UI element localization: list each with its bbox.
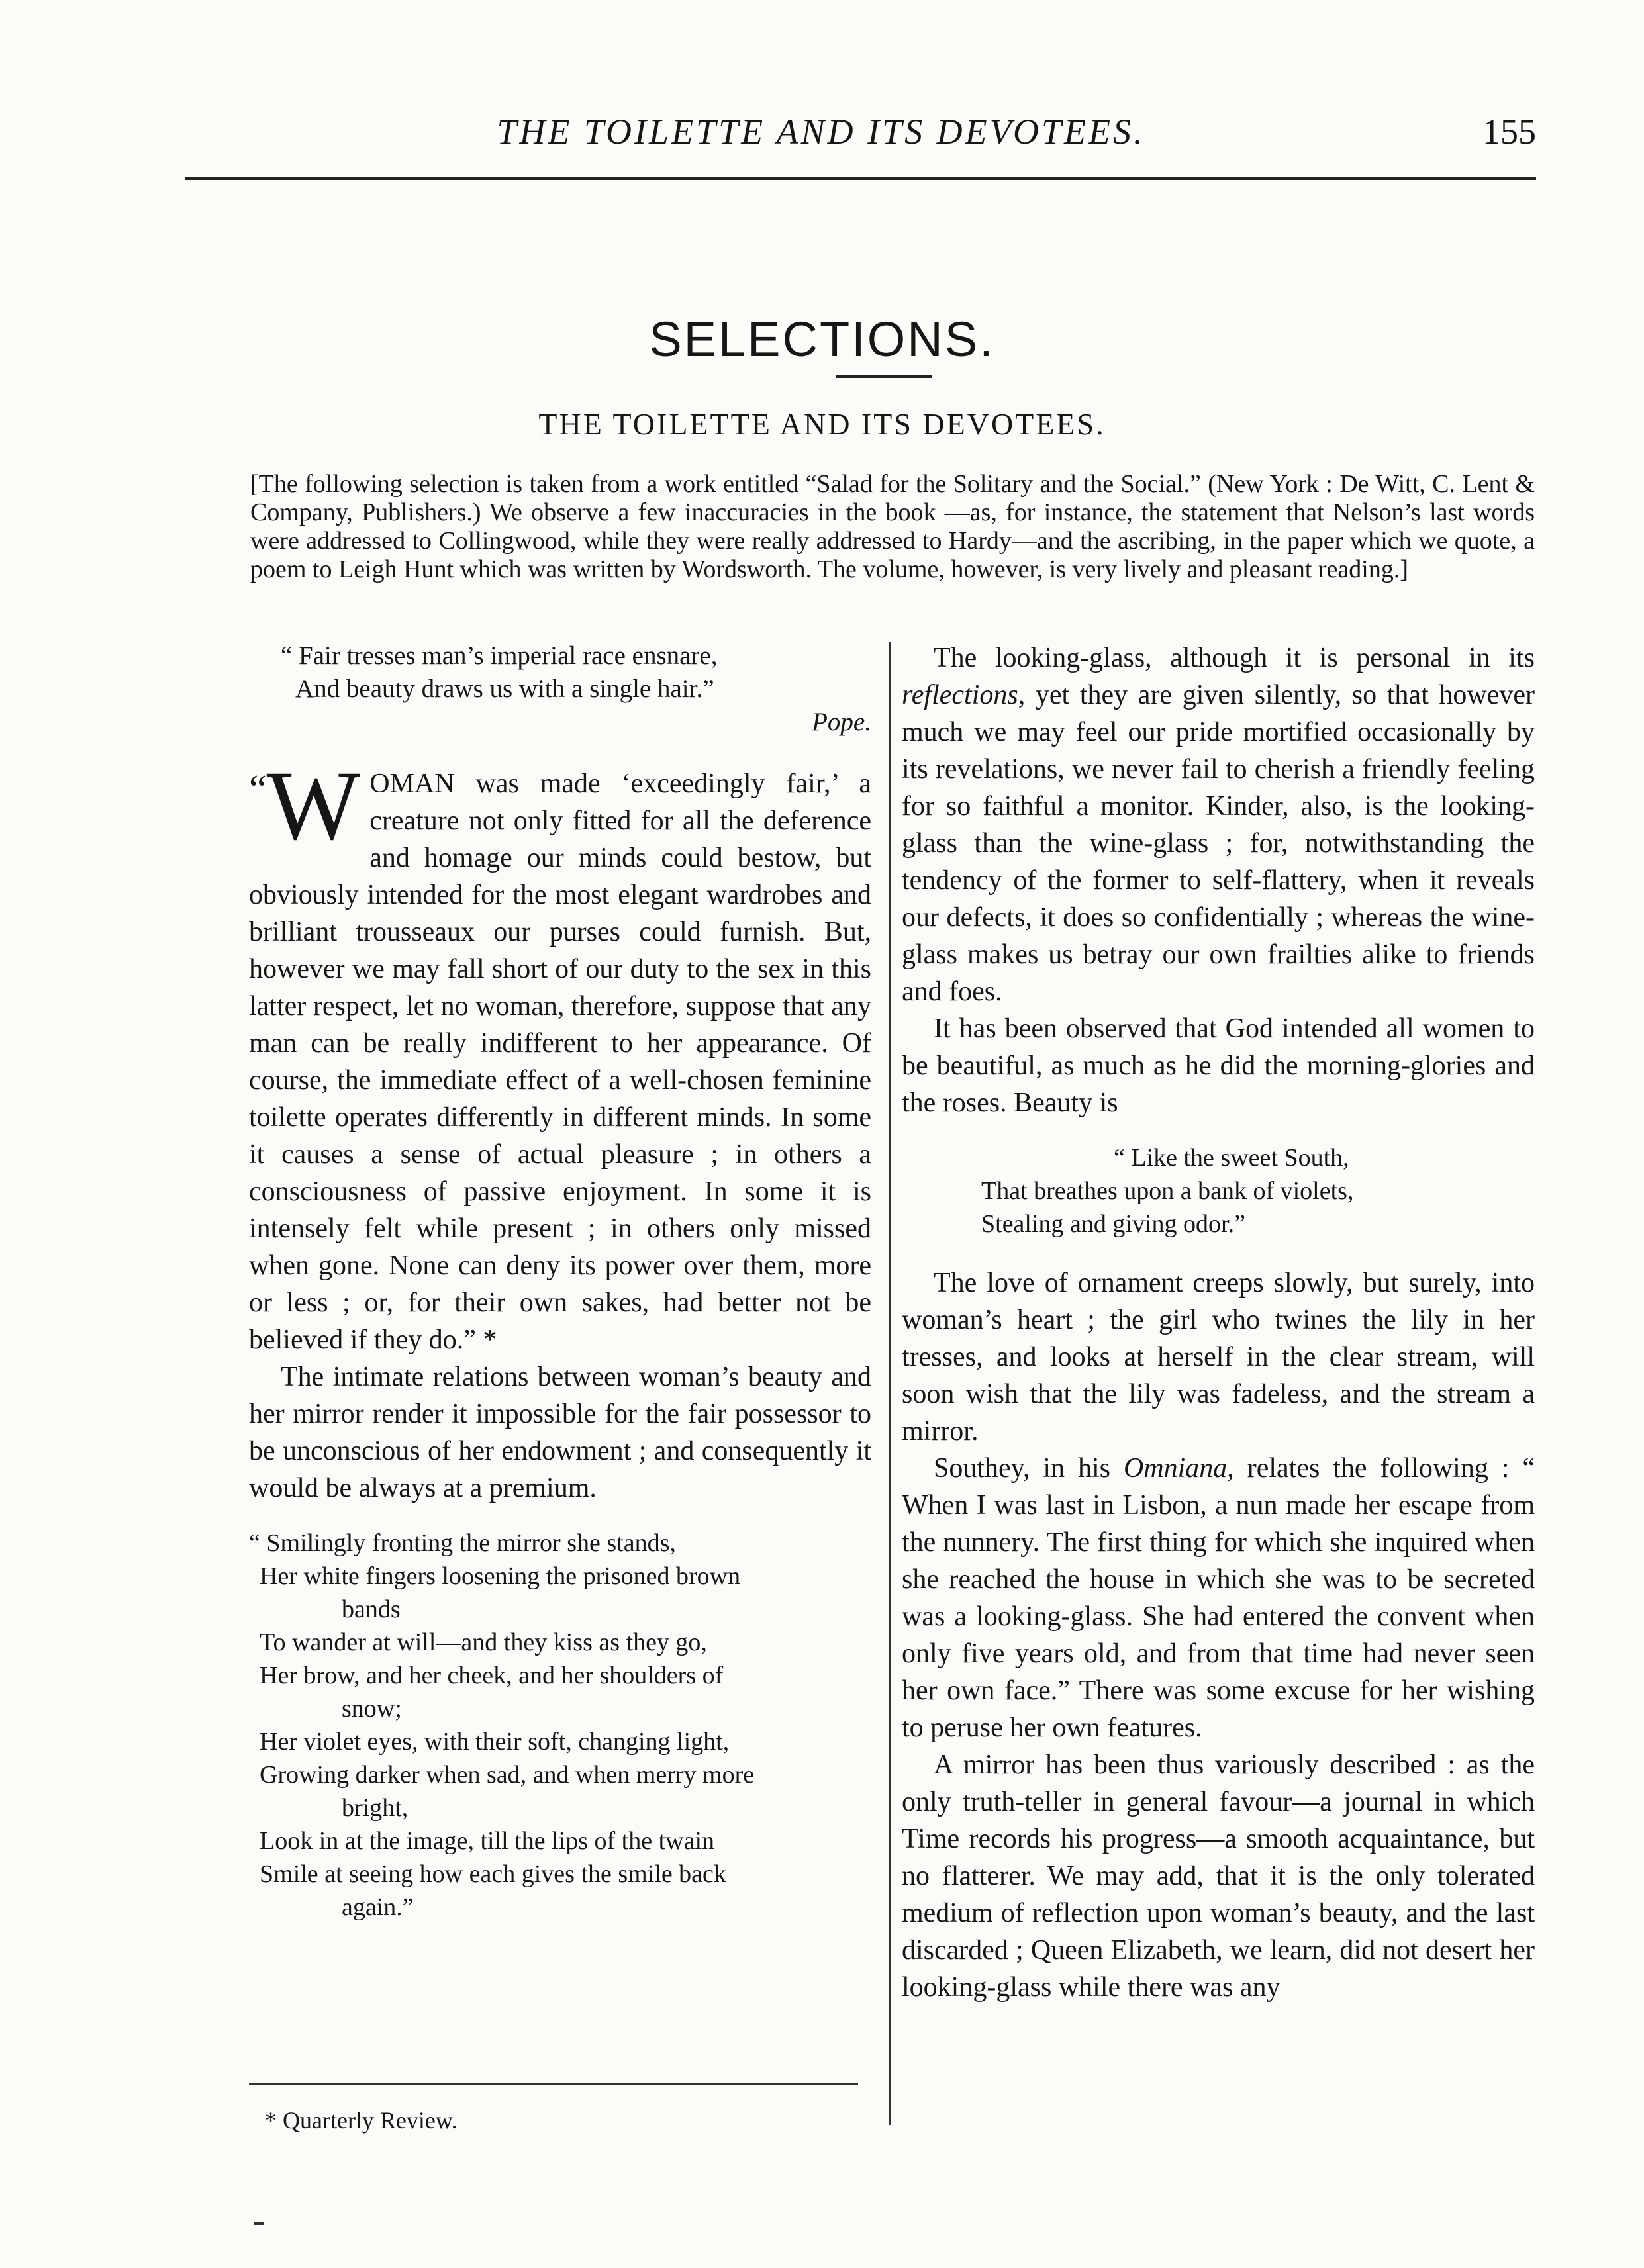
drop-cap-letter: W: [266, 751, 361, 861]
poem-line: Look in at the image, till the lips of the twain: [260, 1827, 715, 1855]
poem-line: “ Smilingly fronting the mirror she stands,: [249, 1529, 676, 1557]
epigraph: [269, 639, 871, 739]
paragraph: The intimate relations between woman’s beauty and her mirror render it impossible for the fair possessor to be unconscious of her endowment ; and consequently it would be always at a premium.: [249, 1362, 871, 1503]
poem-line: again.”: [342, 1893, 414, 1921]
poem-line: Growing darker when sad, and when merry more: [260, 1761, 755, 1789]
drop-cap: [249, 751, 361, 861]
italic-word: reflections: [902, 680, 1018, 710]
header-rule: [185, 177, 1536, 180]
paragraph-text: , yet they are given silently, so that however much we may feel our pride mortified occasionally by its revelations, we never fail to cherish a friendly feeling for so faithful a monitor. Kinder, also, is the looking-glass than the wine-glass ; for, notwithstanding the tendency of the former to self-flattery, when it reveals our defects, it does so confidentially ; whereas the wine-glass makes us betray our own frailties alike to friends and foes.: [902, 680, 1535, 1007]
opening-paragraph: [249, 751, 871, 1358]
running-title: THE TOILETTE AND ITS DEVOTEES.: [497, 112, 1145, 152]
epigraph-line: “ Fair tresses man’s imperial race ensnare,: [281, 641, 718, 670]
inline-quote: [981, 1141, 1535, 1241]
poem-line: Smile at seeing how each gives the smile back: [260, 1860, 726, 1888]
epigraph-line: And beauty draws us with a single hair.”: [295, 675, 714, 703]
poem: [249, 1527, 871, 1924]
paragraph-text: , relates the following : “ When I was last in Lisbon, a nun made her escape from the nunnery. The first thing for which she inquired when she reached the house in which she was to be secreted was a looking-glass. She had entered the convent when only five years old, and from that time had never seen her own face.” There was some excuse for her wishing to peruse her own features.: [902, 1453, 1535, 1743]
poem-line: Her brow, and her cheek, and her shoulders of: [260, 1662, 724, 1689]
quote-line: That breathes upon a bank of violets,: [981, 1177, 1354, 1205]
poem-line: To wander at will—and they kiss as they go,: [260, 1629, 707, 1656]
section-title: SELECTIONS.: [649, 311, 995, 367]
paragraph: The love of ornament creeps slowly, but surely, into woman’s heart ; the girl who twines the lily in her tresses, and looks at herself in the clear stream, will soon wish that the lily was fadeless, and the stream a mirror.: [902, 1268, 1535, 1446]
page-number: 155: [1482, 112, 1536, 152]
footnote-rule: [249, 2083, 858, 2085]
paragraph: A mirror has been thus variously described : as the only truth-teller in general favour—a journal in which Time records his progress—a smooth acquaintance, but no flatterer. We may add, that it is the only tolerated medium of reflection upon woman’s beauty, and the last discarded ; Queen Elizabeth, we learn, did not desert her looking-glass while there was any: [902, 1750, 1535, 2003]
print-mark: [254, 2222, 264, 2225]
epigraph-attribution: Pope.: [812, 708, 871, 736]
footnote: * Quarterly Review.: [265, 2107, 458, 2134]
paragraph: [902, 1450, 1535, 1746]
quote-line: Stealing and giving odor.”: [981, 1210, 1245, 1238]
paragraph: It has been observed that God intended all women to be beautiful, as much as he did the morning-glories and the roses. Beauty is: [902, 1014, 1535, 1118]
poem-line: snow;: [342, 1695, 402, 1723]
intro-note: [The following selection is taken from a work entitled “Salad for the Solitary and the Social.” (New York : De Witt, C. Lent & Company, Publishers.) We observe a few inaccuracies in the book —as, for instance, the statement that Nelson’s last words were addressed to Collingwood, while they were really addressed to Hardy—and the ascribing, in the paper which we quote, a poem to Leigh Hunt which was written by Wordsworth. The volume, however, is very lively and pleasant reading.]: [250, 470, 1535, 583]
right-column: [902, 639, 1535, 2006]
paragraph-text: Southey, in his: [934, 1453, 1124, 1484]
column-divider: [889, 642, 891, 2125]
poem-line: Her white fingers loosening the prisoned brown: [260, 1562, 741, 1590]
poem-line: bands: [342, 1595, 401, 1623]
title-divider: [836, 375, 932, 378]
quote-line: “ Like the sweet South,: [1114, 1144, 1349, 1172]
poem-line: bright,: [342, 1794, 409, 1822]
opening-paragraph-text: OMAN was made ‘exceedingly fair,’ a creature not only fitted for all the deference and homage our minds could bestow, but obviously intended for the most elegant wardrobes and brilliant trousseaux our purses could furnish. But, however we may fall short of our duty to the sex in this latter respect, let no woman, therefore, suppose that any man can be really indifferent to her appearance. Of course, the immediate effect of a well-chosen feminine toilette operates differently in different minds. In some it causes a sense of actual pleasure ; in others a consciousness of passive enjoyment. In some it is intensely felt while present ; in others only missed when gone. None can deny its power over them, more or less ; or, for their own sakes, had better not be believed if they do.” *: [249, 769, 871, 1355]
poem-line: Her violet eyes, with their soft, changing light,: [260, 1728, 730, 1756]
paragraph: [902, 639, 1535, 1010]
left-column: [249, 639, 871, 1937]
article-title: THE TOILETTE AND ITS DEVOTEES.: [538, 407, 1106, 441]
italic-word: Omniana: [1123, 1453, 1228, 1484]
running-head: [185, 111, 1536, 164]
paragraph-text: The looking-glass, although it is personal in its: [934, 643, 1535, 673]
drop-cap-quote: “: [249, 767, 267, 811]
